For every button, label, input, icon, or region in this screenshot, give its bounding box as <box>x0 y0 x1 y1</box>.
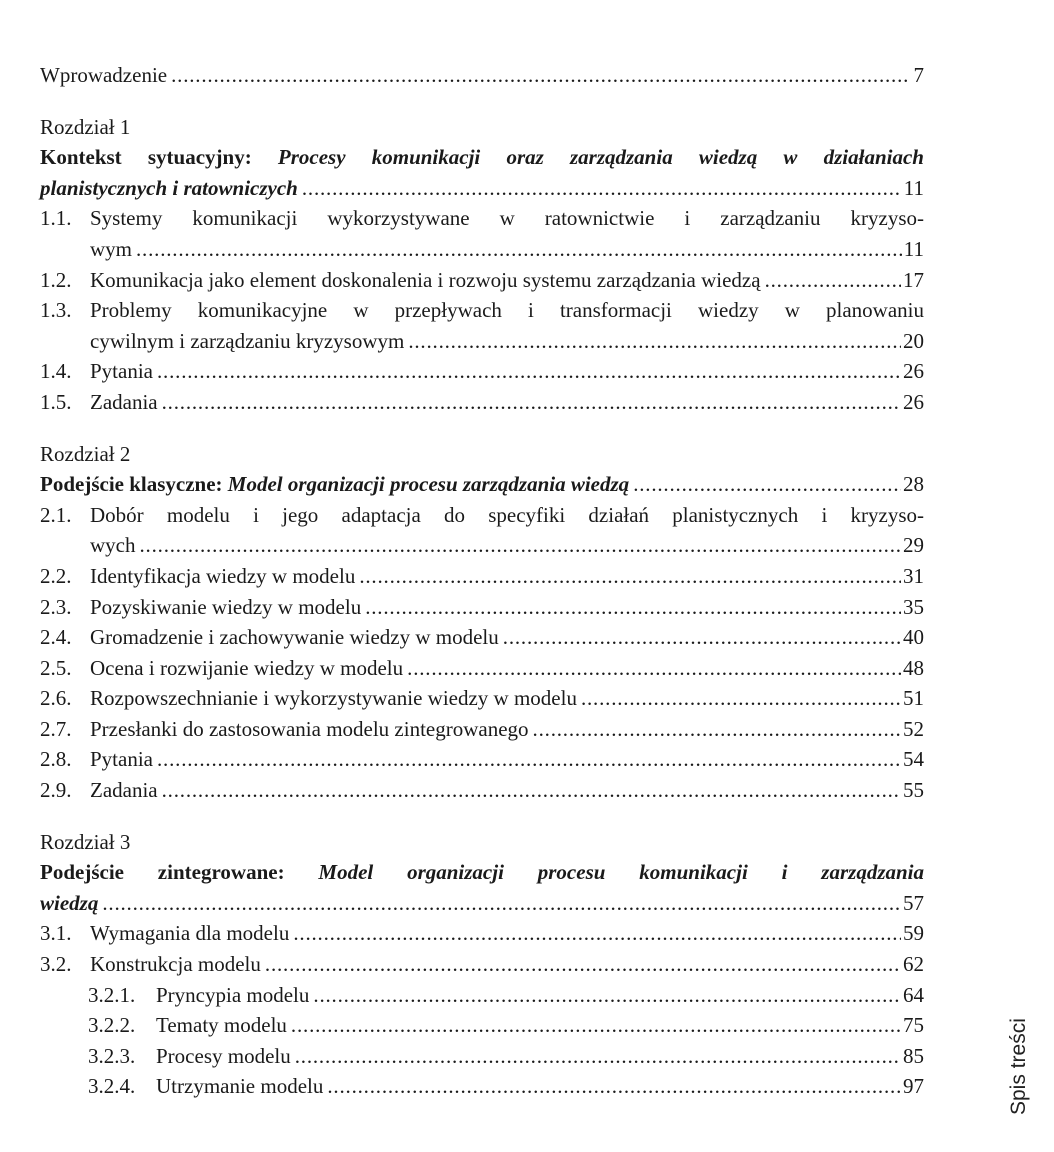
entry-number: 1.2. <box>40 267 72 292</box>
toc-entry <box>40 387 924 418</box>
entry-text: Problemy komunikacyjne w przepływach i transformacji wiedzy w planowaniu <box>90 298 924 323</box>
entry-number: 3.2.2. <box>88 1013 136 1038</box>
entry-number: 3.1. <box>40 921 72 946</box>
page-number: 11 <box>903 236 924 261</box>
title-segment: Model organizacji procesu komunikacji i zarządzania <box>318 860 924 885</box>
entry-number: 1.1. <box>40 206 72 231</box>
dot-leader <box>293 918 901 949</box>
dot-leader <box>295 1041 901 1072</box>
page-number: 52 <box>903 716 924 741</box>
dot-leader <box>633 469 901 500</box>
dot-leader <box>765 265 901 296</box>
toc-subentry <box>40 1041 924 1072</box>
chapter-heading <box>40 827 924 858</box>
entry-text: Rozdział 3 <box>40 829 131 854</box>
entry-text: wym <box>90 236 132 261</box>
entry-text: Rozdział 1 <box>40 114 131 139</box>
entry-text <box>40 888 98 919</box>
title-segment: Podejście klasyczne: <box>40 472 228 497</box>
entry-text <box>40 469 629 500</box>
toc-entry <box>40 683 924 714</box>
entry-number: 2.4. <box>40 625 72 650</box>
toc-entry <box>40 775 924 806</box>
toc-entry <box>40 622 924 653</box>
dot-leader <box>533 714 901 745</box>
entry-text: Gromadzenie i zachowywanie wiedzy w modelu <box>90 625 499 650</box>
entry-number: 1.3. <box>40 298 72 323</box>
toc-entry <box>40 265 924 296</box>
title-segment: Podejście zintegrowane: <box>40 860 319 885</box>
toc-entry <box>40 60 924 91</box>
toc-entry <box>40 295 924 326</box>
entry-text: cywilnym i zarządzaniu kryzysowym <box>90 328 405 353</box>
toc-subentry <box>40 1010 924 1041</box>
toc-entry <box>40 714 924 745</box>
toc-entry <box>40 561 924 592</box>
title-segment: Kontekst sytuacyjny: <box>40 145 278 170</box>
page-number: 28 <box>903 472 924 497</box>
toc-entry <box>40 653 924 684</box>
toc-entry <box>40 500 924 531</box>
page-number: 62 <box>903 952 924 977</box>
page-number: 51 <box>903 686 924 711</box>
entry-text: Konstrukcja modelu <box>90 952 261 977</box>
entry-text: Przesłanki do zastosowania modelu zintegrowanego <box>90 716 529 741</box>
entry-text <box>40 857 924 888</box>
dot-leader <box>327 1071 901 1102</box>
page-number: 54 <box>903 747 924 772</box>
entry-number: 2.7. <box>40 716 72 741</box>
dot-leader <box>102 888 901 919</box>
entry-number: 3.2.3. <box>88 1043 136 1068</box>
toc-entry <box>40 203 924 234</box>
entry-number: 2.1. <box>40 502 72 527</box>
entry-text: Pozyskiwanie wiedzy w modelu <box>90 594 362 619</box>
entry-text: Komunikacja jako element doskonalenia i rozwoju systemu zarządzania wiedzą <box>90 267 761 292</box>
dot-leader <box>408 326 901 357</box>
entry-text: Wymagania dla modelu <box>90 921 290 946</box>
dot-leader <box>157 744 901 775</box>
dot-leader <box>291 1010 901 1041</box>
entry-text: Systemy komunikacji wykorzystywane w ratownictwie i zarządzaniu kryzyso- <box>90 206 924 231</box>
dot-leader <box>365 592 901 623</box>
toc-entry <box>40 744 924 775</box>
entry-text: Procesy modelu <box>156 1043 291 1068</box>
chapter-title-line <box>40 173 924 204</box>
page-number: 64 <box>903 982 924 1007</box>
toc-subentry <box>40 980 924 1011</box>
entry-number: 2.6. <box>40 686 72 711</box>
toc-entry <box>40 918 924 949</box>
dot-leader <box>171 60 906 91</box>
entry-text: Tematy modelu <box>156 1013 287 1038</box>
table-of-contents <box>40 0 924 1102</box>
entry-number: 3.2.1. <box>88 982 136 1007</box>
toc-subentry <box>40 1071 924 1102</box>
entry-text <box>40 173 298 204</box>
dot-leader <box>407 653 901 684</box>
page-number: 55 <box>903 778 924 803</box>
entry-text: Rozdział 2 <box>40 441 131 466</box>
entry-text: wych <box>90 533 136 558</box>
page-number: 40 <box>903 625 924 650</box>
entry-text: Ocena i rozwijanie wiedzy w modelu <box>90 655 404 680</box>
entry-text: Identyfikacja wiedzy w modelu <box>90 563 356 588</box>
entry-text: Wprowadzenie <box>40 63 168 87</box>
side-label-spis-tresci: Spis treści <box>1007 1018 1030 1115</box>
page-number: 29 <box>903 533 924 558</box>
chapter-title-line <box>40 888 924 919</box>
title-segment: planistycznych i ratowniczych <box>40 175 298 200</box>
dot-leader <box>157 356 901 387</box>
dot-leader <box>140 530 902 561</box>
dot-leader <box>162 775 901 806</box>
chapter-title-line <box>40 469 924 500</box>
entry-number: 1.5. <box>40 389 72 414</box>
dot-leader <box>136 234 902 265</box>
dot-leader <box>302 173 902 204</box>
page-number: 11 <box>903 175 924 200</box>
title-segment: Procesy komunikacji oraz zarządzania wiedzą w działaniach <box>277 145 924 170</box>
entry-number: 2.3. <box>40 594 72 619</box>
entry-text: Pytania <box>90 747 153 772</box>
entry-number: 1.4. <box>40 359 72 384</box>
page-number: 57 <box>903 890 924 915</box>
dot-leader <box>359 561 901 592</box>
dot-leader <box>313 980 901 1011</box>
page-number: 97 <box>903 1074 924 1099</box>
entry-number: 2.8. <box>40 747 72 772</box>
page-number: 20 <box>903 328 924 353</box>
page-number: 48 <box>903 655 924 680</box>
title-segment: Model organizacji procesu zarządzania wiedzą <box>227 472 630 497</box>
toc-entry-continuation <box>40 234 924 265</box>
entry-text: Zadania <box>90 389 158 414</box>
page-number: 59 <box>903 921 924 946</box>
entry-text: Utrzymanie modelu <box>156 1074 324 1099</box>
chapter-heading <box>40 439 924 470</box>
page-number: 26 <box>903 389 924 414</box>
entry-number: 3.2.4. <box>88 1074 136 1099</box>
title-segment: wiedzą <box>40 890 99 915</box>
dot-leader <box>162 387 901 418</box>
dot-leader <box>581 683 901 714</box>
dot-leader <box>503 622 901 653</box>
entry-text: Dobór modelu i jego adaptacja do specyfiki działań planistycznych i kryzyso- <box>90 502 924 527</box>
entry-text: Pytania <box>90 359 153 384</box>
entry-number: 2.5. <box>40 655 72 680</box>
page-number: 85 <box>903 1043 924 1068</box>
entry-text: Rozpowszechnianie i wykorzystywanie wiedzy w modelu <box>90 686 577 711</box>
toc-entry-continuation <box>40 530 924 561</box>
page-number: 35 <box>903 594 924 619</box>
entry-number: 3.2. <box>40 952 72 977</box>
toc-entry <box>40 949 924 980</box>
chapter-heading <box>40 112 924 143</box>
page-number: 7 <box>913 63 924 87</box>
chapter-title-line <box>40 142 924 173</box>
toc-entry <box>40 592 924 623</box>
entry-text: Zadania <box>90 778 158 803</box>
toc-entry <box>40 356 924 387</box>
entry-text: Pryncypia modelu <box>156 982 310 1007</box>
entry-number: 2.9. <box>40 778 72 803</box>
page-number: 31 <box>903 563 924 588</box>
entry-text <box>40 142 924 173</box>
toc-entry-continuation <box>40 326 924 357</box>
dot-leader <box>265 949 901 980</box>
entry-number: 2.2. <box>40 563 72 588</box>
chapter-title-line <box>40 857 924 888</box>
page-number: 26 <box>903 359 924 384</box>
page-number: 75 <box>903 1013 924 1038</box>
page-number: 17 <box>903 267 924 292</box>
